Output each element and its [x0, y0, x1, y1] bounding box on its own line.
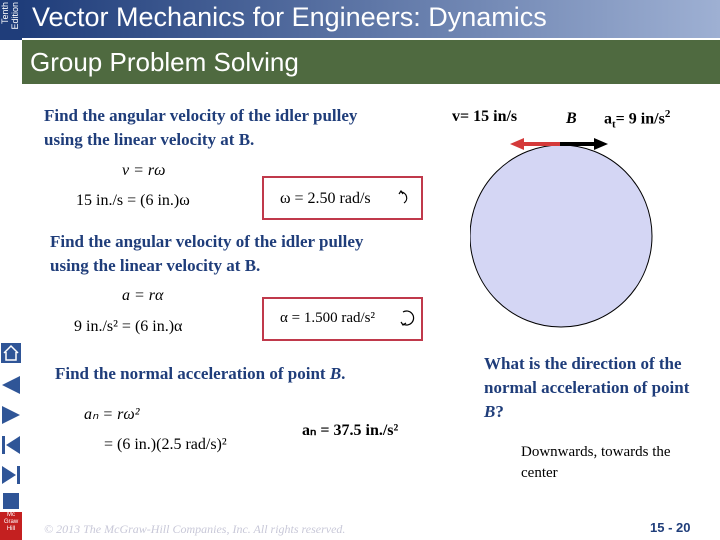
- slide-title: Vector Mechanics for Engineers: Dynamics: [32, 2, 547, 32]
- home-icon[interactable]: [0, 342, 22, 364]
- pulley-diagram: [470, 118, 710, 358]
- slide-subtitle: Group Problem Solving: [30, 47, 299, 77]
- problem-3-text-suffix: .: [341, 364, 346, 383]
- mcgraw-hill-logo: Mc Graw Hill: [0, 512, 22, 540]
- problem-1-equation-1: v = rω: [122, 162, 166, 179]
- velocity-arrowhead: [510, 138, 524, 150]
- problem-3-point: B: [329, 364, 342, 383]
- problem-3-equation-1: aₙ = rω²: [84, 406, 140, 423]
- problem-3-answer: aₙ = 37.5 in./s²: [302, 422, 399, 439]
- problem-2-answer: α = 1.500 rad/s²: [280, 310, 375, 326]
- first-icon[interactable]: [0, 434, 22, 456]
- next-icon[interactable]: [0, 404, 22, 426]
- copyright: © 2013 The McGraw-Hill Companies, Inc. All rights reserved.: [44, 522, 346, 536]
- page-number: 15 - 20: [650, 520, 691, 535]
- idler-pulley: [470, 145, 652, 327]
- problem-3-text-prefix: Find the normal acceleration of point: [55, 364, 330, 383]
- rotation-arrow-icon: [398, 190, 412, 204]
- accel-sub: t: [612, 118, 616, 131]
- edition-line1: Tenth: [0, 2, 10, 25]
- accel-rest: = 9 in/s: [615, 110, 665, 128]
- question-suffix: ?: [495, 402, 504, 421]
- title-bar: [22, 0, 720, 38]
- problem-1-answer: ω = 2.50 rad/s: [280, 190, 371, 207]
- question-point: B: [484, 402, 496, 421]
- previous-icon[interactable]: [0, 374, 22, 396]
- sidebar: [0, 0, 22, 540]
- acceleration-arrowhead: [594, 138, 608, 150]
- rotation-arrow-icon: [400, 309, 416, 327]
- problem-1-answer-box: [262, 176, 423, 220]
- velocity-label: v= 15 in/s: [452, 108, 518, 125]
- last-icon[interactable]: [0, 464, 22, 486]
- subtitle-bar: [22, 40, 720, 84]
- problem-3-equation-2: = (6 in.)(2.5 rad/s)²: [104, 436, 227, 453]
- problem-1-text: Find the angular velocity of the idler pulley using the linear velocity at B.: [44, 106, 358, 149]
- problem-2-equation-1: a = rα: [122, 287, 164, 304]
- edition-line2: Edition: [10, 2, 20, 30]
- accel-main: a: [604, 110, 612, 128]
- point-b-label: B: [566, 110, 577, 127]
- exit-icon[interactable]: [0, 490, 22, 512]
- problem-2-answer-box: [262, 297, 423, 341]
- problem-2-text: Find the angular velocity of the idler pulley using the linear velocity at B.: [50, 232, 364, 275]
- problem-3-text: [55, 362, 415, 386]
- accel-exp: 2: [664, 108, 671, 120]
- problem-1-equation-2: 15 in./s = (6 in.)ω: [76, 192, 190, 209]
- answer-text: Downwards, towards the center: [521, 444, 671, 481]
- question-prefix: What is the direction of the normal acceleration of point: [484, 354, 690, 397]
- question-text: [484, 352, 704, 424]
- edition-label: [0, 0, 22, 40]
- problem-2-equation-2: 9 in./s² = (6 in.)α: [74, 318, 183, 335]
